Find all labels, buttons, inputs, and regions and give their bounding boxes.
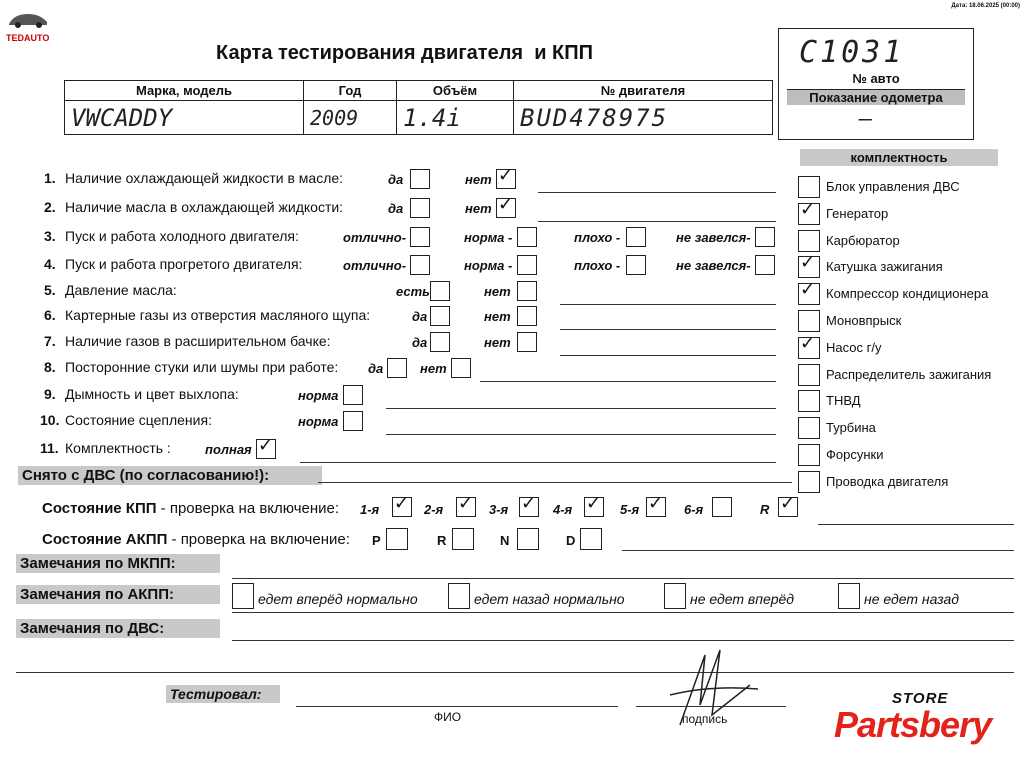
akpp-gear-checkbox[interactable] — [452, 528, 474, 550]
akpp-gear-label: R — [437, 533, 447, 548]
option-checkbox[interactable] — [343, 385, 363, 405]
gear-label: 6-я — [684, 502, 704, 517]
option-checkbox[interactable] — [626, 255, 646, 275]
signature-scribble — [650, 645, 760, 735]
check-mark-icon: ✓ — [498, 194, 514, 215]
removed-label: Снято с ДВС (по согласованию!): — [18, 466, 322, 485]
question-text: Комплектность : — [65, 440, 171, 456]
akpp-gear-label: P — [372, 533, 381, 548]
option-label: плохо - — [574, 258, 621, 273]
option-label: норма — [298, 414, 339, 429]
question-number: 7. — [44, 333, 56, 349]
completeness-item: Компрессор кондиционера — [826, 286, 989, 302]
question-number: 9. — [44, 386, 56, 402]
akpp-gear-checkbox[interactable] — [386, 528, 408, 550]
engine-no-value: BUD478975 — [514, 101, 773, 135]
question-number: 4. — [44, 256, 56, 272]
option-checkbox[interactable] — [755, 227, 775, 247]
option-checkbox[interactable] — [410, 198, 430, 218]
option-label: есть — [396, 284, 430, 299]
akpp-remark-label: едет назад нормально — [474, 591, 625, 607]
check-mark-icon: ✓ — [498, 165, 514, 186]
akpp-remark-checkbox[interactable] — [838, 583, 860, 609]
option-label: не завелся- — [676, 258, 751, 273]
question-number: 11. — [40, 440, 59, 456]
completeness-item: Турбина — [826, 420, 876, 436]
akpp-gear-checkbox[interactable] — [517, 528, 539, 550]
check-mark-icon: ✓ — [800, 198, 816, 220]
year-value: 2009 — [304, 101, 397, 135]
vehicle-info-table — [64, 80, 773, 135]
car-icon — [6, 10, 50, 28]
option-label: да — [412, 335, 428, 350]
akpp-remark-label: едет вперёд нормально — [258, 591, 418, 607]
check-mark-icon: ✓ — [521, 493, 537, 514]
gear-checkbox[interactable] — [584, 493, 604, 517]
akpp-label: Состояние АКПП — [42, 531, 168, 548]
completeness-item: Проводка двигателя — [826, 473, 949, 489]
kpp-sub: - проверка на включение: — [156, 500, 340, 517]
option-checkbox[interactable] — [626, 227, 646, 247]
check-mark-icon: ✓ — [800, 332, 816, 354]
completeness-item: Форсунки — [826, 447, 884, 462]
question-text: Посторонние стуки или шумы при работе: — [65, 359, 339, 375]
option-label: да — [388, 201, 404, 216]
remarks-mkpp: Замечания по МКПП: — [16, 554, 220, 573]
option-label: нет — [465, 172, 492, 187]
option-label: да — [412, 309, 428, 324]
completeness-checkbox[interactable] — [798, 252, 820, 278]
option-checkbox[interactable] — [451, 358, 471, 378]
tedauto-logo — [6, 10, 50, 43]
option-label: норма — [298, 388, 339, 403]
option-label: нет — [484, 284, 511, 299]
akpp-gear-checkbox[interactable] — [580, 528, 602, 550]
option-checkbox[interactable] — [387, 358, 407, 378]
option-label: норма - — [464, 258, 513, 273]
page-title: Карта тестирования двигателя и КПП — [216, 42, 594, 64]
gear-label: 3-я — [489, 502, 509, 517]
option-checkbox[interactable] — [517, 306, 537, 326]
option-checkbox[interactable] — [410, 255, 430, 275]
akpp-remark-label: не едет назад — [864, 591, 959, 607]
completeness-checkbox[interactable] — [798, 279, 820, 305]
gear-checkbox[interactable] — [712, 497, 732, 517]
option-checkbox[interactable] — [430, 332, 450, 352]
col-year: Год — [304, 81, 397, 101]
completeness-item: ТНВД — [826, 393, 861, 409]
question-text: Наличие масла в охлаждающей жидкости: — [65, 199, 344, 215]
completeness-item: Моновпрыск — [826, 313, 902, 328]
option-checkbox[interactable] — [496, 165, 516, 189]
option-label: не завелся- — [676, 230, 751, 245]
car-number-value: C1031 — [799, 35, 905, 70]
car-number-label: № авто — [852, 71, 900, 86]
question-text: Наличие газов в расширительном бачке: — [65, 333, 331, 349]
completeness-header: комплектность — [800, 149, 998, 166]
completeness-item: Генератор — [826, 205, 889, 221]
question-text: Состояние сцепления: — [65, 412, 212, 428]
check-mark-icon: ✓ — [458, 493, 474, 514]
akpp-row — [42, 531, 350, 548]
gear-label: R — [760, 502, 770, 517]
akpp-remark-checkbox[interactable] — [448, 583, 470, 609]
gear-checkbox[interactable] — [456, 493, 476, 517]
question-text: Пуск и работа прогретого двигателя: — [65, 256, 303, 272]
akpp-remark-checkbox[interactable] — [232, 583, 254, 609]
option-label: да — [368, 361, 384, 376]
option-checkbox[interactable] — [430, 306, 450, 326]
question-text: Пуск и работа холодного двигателя: — [65, 228, 299, 244]
option-checkbox[interactable] — [430, 281, 450, 301]
car-number-box — [778, 28, 974, 140]
completeness-item: Блок управления ДВС — [826, 179, 960, 194]
check-mark-icon: ✓ — [800, 279, 816, 301]
col-make: Марка, модель — [65, 81, 304, 101]
gear-label: 2-я — [424, 502, 444, 517]
question-number: 1. — [44, 170, 56, 186]
signature-label: подпись — [682, 712, 728, 726]
option-label: нет — [420, 361, 447, 376]
tested-label: Тестировал: — [166, 685, 280, 703]
option-checkbox[interactable] — [410, 227, 430, 247]
option-label: отлично- — [343, 258, 407, 273]
completeness-checkbox[interactable] — [798, 471, 820, 493]
odometer-value: — — [859, 107, 873, 132]
completeness-checkbox[interactable] — [798, 364, 820, 386]
completeness-checkbox[interactable] — [798, 176, 820, 198]
gear-checkbox[interactable] — [519, 493, 539, 517]
check-mark-icon: ✓ — [394, 493, 410, 514]
col-volume: Объём — [397, 81, 514, 101]
completeness-checkbox[interactable] — [798, 332, 820, 359]
gear-label: 4-я — [553, 502, 573, 517]
akpp-gear-label: D — [566, 533, 576, 548]
akpp-sub: - проверка на включение: — [167, 531, 350, 548]
remarks-akpp: Замечания по АКПП: — [16, 585, 220, 604]
partsbery-logo: Partsbery — [834, 704, 992, 745]
option-label: нет — [484, 335, 511, 350]
completeness-checkbox[interactable] — [798, 390, 820, 412]
question-text: Давление масла: — [65, 282, 177, 298]
question-number: 5. — [44, 282, 56, 298]
check-mark-icon: ✓ — [800, 252, 816, 274]
question-number: 6. — [44, 307, 56, 323]
gear-label: 1-я — [360, 502, 380, 517]
gear-label: 5-я — [620, 502, 640, 517]
completeness-item: Насос г/у — [826, 339, 882, 355]
option-checkbox[interactable] — [755, 255, 775, 275]
option-label: норма - — [464, 230, 513, 245]
option-checkbox[interactable] — [410, 169, 430, 189]
option-label: плохо - — [574, 230, 621, 245]
question-number: 10. — [40, 412, 60, 428]
completeness-checkbox[interactable] — [798, 417, 820, 439]
volume-value: 1.4i — [397, 101, 514, 135]
gear-checkbox[interactable] — [778, 493, 798, 517]
option-checkbox[interactable] — [517, 255, 537, 275]
option-checkbox[interactable] — [343, 411, 363, 431]
fio-label: ФИО — [434, 710, 462, 724]
option-checkbox[interactable] — [517, 227, 537, 247]
completeness-checkbox[interactable] — [798, 310, 820, 332]
question-number: 3. — [44, 228, 56, 244]
check-mark-icon: ✓ — [648, 493, 664, 514]
completeness-checkbox[interactable] — [798, 198, 820, 225]
gear-checkbox[interactable] — [646, 493, 666, 517]
col-engine-no: № двигателя — [514, 81, 773, 101]
question-text: Наличие охлаждающей жидкости в масле: — [65, 170, 344, 186]
completeness-item: Катушка зажигания — [826, 259, 943, 275]
akpp-remark-checkbox[interactable] — [664, 583, 686, 609]
option-checkbox[interactable] — [517, 332, 537, 352]
option-label: полная — [205, 442, 252, 457]
gear-checkbox[interactable] — [392, 493, 412, 517]
remarks-dvs: Замечания по ДВС: — [16, 619, 220, 638]
option-label: отлично- — [343, 230, 407, 245]
question-text: Картерные газы из отверстия масляного щупа: — [65, 307, 371, 323]
completeness-item: Распределитель зажигания — [826, 366, 992, 382]
check-mark-icon: ✓ — [586, 493, 602, 514]
option-label: нет — [484, 309, 511, 324]
option-checkbox[interactable] — [517, 281, 537, 301]
completeness-checkbox[interactable] — [798, 230, 820, 252]
check-mark-icon: ✓ — [780, 493, 796, 514]
option-checkbox[interactable] — [496, 194, 516, 218]
kpp-row — [42, 500, 339, 517]
completeness-item: Карбюратор — [826, 232, 900, 248]
check-mark-icon: ✓ — [258, 435, 274, 456]
question-number: 2. — [44, 199, 56, 215]
make-value: VWCADDY — [65, 101, 304, 135]
akpp-gear-label: N — [500, 533, 510, 548]
question-number: 8. — [44, 359, 56, 375]
logo-text: TEDAUTO — [6, 33, 50, 43]
store-label: STORE — [892, 690, 949, 707]
odometer-label: Показание одометра — [787, 89, 965, 105]
completeness-checkbox[interactable] — [798, 444, 820, 466]
print-date: Дата: 18.06.2025 (00:00) — [951, 3, 1020, 9]
kpp-label: Состояние КПП — [42, 500, 157, 517]
question-text: Дымность и цвет выхлопа: — [65, 386, 239, 402]
option-label: нет — [465, 201, 492, 216]
option-label: да — [388, 172, 404, 187]
option-checkbox[interactable] — [256, 435, 276, 459]
akpp-remark-label: не едет вперёд — [690, 591, 795, 607]
